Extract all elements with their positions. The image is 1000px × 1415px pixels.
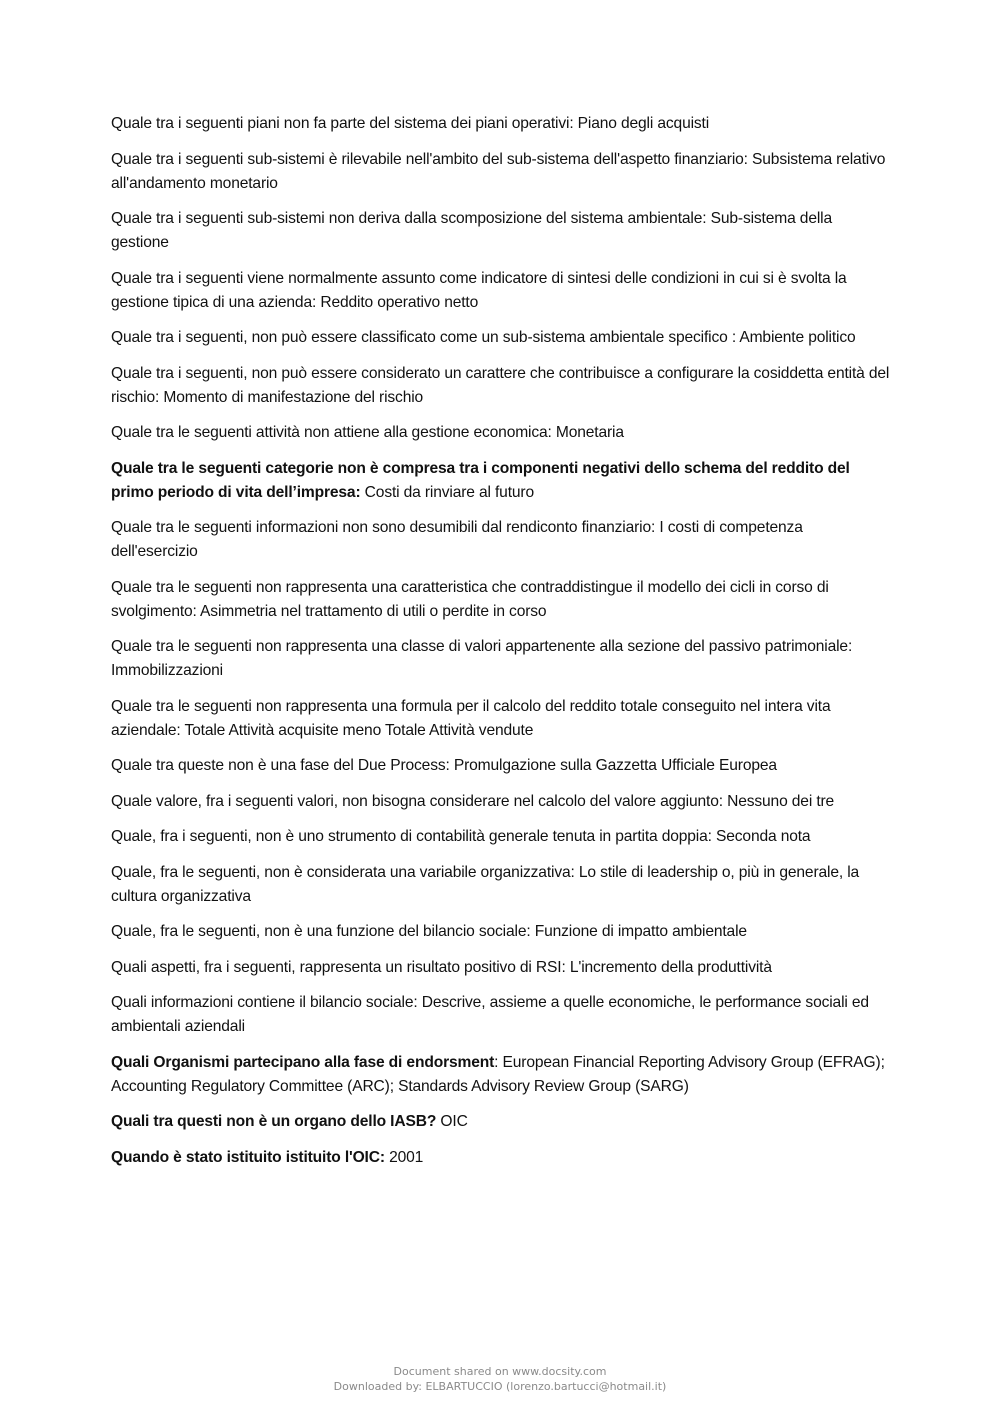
qa-text: Quale, fra i seguenti, non è uno strumento di contabilità generale tenuta in partita doppia: Seconda nota [111, 828, 811, 845]
qa-paragraph [111, 1051, 893, 1099]
qa-text: Quale tra queste non è una fase del Due Process: Promulgazione sulla Gazzetta Ufficiale Europea [111, 757, 777, 774]
document-body [111, 112, 893, 1181]
qa-text: Quale tra i seguenti viene normalmente assunto come indicatore di sintesi delle condizioni in cui si è svolta la gestione tipica di una azienda: Reddito operativo netto [111, 269, 847, 311]
qa-question-bold: Quali Organismi partecipano alla fase di endorsment [111, 1053, 495, 1071]
qa-paragraph [111, 790, 893, 814]
qa-paragraph [111, 148, 893, 196]
footer-shared-line: Document shared on www.docsity.com [393, 1365, 607, 1378]
qa-text: Quale tra i seguenti, non può essere considerato un carattere che contribuisce a configurare la cosiddetta entità del rischio: Momento di manifestazione del rischio [111, 364, 890, 406]
qa-paragraph [111, 991, 893, 1039]
qa-text: Quale tra i seguenti, non può essere classificato come un sub-sistema ambientale specifico : Ambiente politico [111, 329, 856, 346]
qa-paragraph [111, 362, 893, 410]
qa-text: Quale tra le seguenti non rappresenta una caratteristica che contraddistingue il modello dei cicli in corso di svolgimento: Asimmetria nel trattamento di utili o perdite in corso [111, 578, 829, 620]
qa-paragraph [111, 635, 893, 683]
qa-paragraph [111, 695, 893, 743]
qa-paragraph [111, 516, 893, 564]
qa-text: Quale, fra le seguenti, non è considerata una variabile organizzativa: Lo stile di leadership o, più in generale, la cultura organizzativa [111, 863, 860, 905]
qa-text: Quale tra le seguenti non rappresenta una formula per il calcolo del reddito totale conseguito nel intera vita aziendale: Totale Attività acquisite meno Totale Attività vendute [111, 697, 831, 739]
qa-text: Quale valore, fra i seguenti valori, non bisogna considerare nel calcolo del valore aggiunto: Nessuno dei tre [111, 792, 835, 810]
qa-paragraph [111, 267, 893, 315]
footer-downloaded-line: Downloaded by: ELBARTUCCIO (lorenzo.bartucci@hotmail.it) [333, 1380, 667, 1393]
qa-paragraph [111, 421, 893, 445]
qa-paragraph [111, 825, 893, 849]
qa-paragraph [111, 207, 893, 255]
qa-text: 2001 [384, 1148, 424, 1166]
qa-paragraph [111, 754, 893, 778]
qa-text: Quale tra le seguenti attività non attiene alla gestione economica: Monetaria [111, 424, 624, 441]
qa-question-bold: Quale tra le seguenti categorie non è compresa tra i componenti negativi dello schema del reddito del primo periodo di vita dell’impresa: [111, 459, 850, 501]
qa-paragraph [111, 457, 893, 505]
qa-text: OIC [436, 1113, 468, 1130]
qa-paragraph [111, 576, 893, 624]
qa-paragraph [111, 112, 893, 136]
qa-text: Costi da rinviare al futuro [360, 483, 534, 501]
qa-paragraph [111, 1146, 893, 1170]
qa-text: Quale tra i seguenti piani non fa parte del sistema dei piani operativi: Piano degli acquisti [111, 115, 710, 132]
qa-text: Quale tra le seguenti informazioni non sono desumibili dal rendiconto finanziario: I costi di competenza dell'esercizio [111, 519, 803, 560]
qa-paragraph [111, 956, 893, 980]
qa-text: Quale tra le seguenti non rappresenta una classe di valori appartenente alla sezione del passivo patrimoniale: Immobilizzazioni [111, 638, 853, 679]
qa-paragraph [111, 1110, 893, 1134]
qa-text: Quali informazioni contiene il bilancio sociale: Descrive, assieme a quelle economiche, le performance sociali ed ambientali aziendali [111, 994, 869, 1035]
qa-text: Quale, fra le seguenti, non è una funzione del bilancio sociale: Funzione di impatto ambientale [111, 923, 747, 940]
qa-paragraph [111, 861, 893, 909]
qa-paragraph [111, 920, 893, 944]
qa-question-bold: Quando è stato istituito istituito l'OIC: [111, 1148, 385, 1166]
page-footer [0, 1364, 1000, 1394]
qa-text: Quale tra i seguenti sub-sistemi non deriva dalla scomposizione del sistema ambientale: Sub-sistema della gestione [111, 210, 832, 251]
qa-text: Quale tra i seguenti sub-sistemi è rilevabile nell'ambito del sub-sistema dell'aspetto finanziario: Subsistema relativo all'andamento monetario [111, 150, 886, 192]
qa-text: : European Financial Reporting Advisory Group (EFRAG); Accounting Regulatory Committee (ARC); Standards Advisory Review Group (SARG) [111, 1053, 885, 1095]
qa-question-bold: Quali tra questi non è un organo dello IASB? [111, 1113, 437, 1130]
qa-paragraph [111, 326, 893, 350]
qa-text: Quali aspetti, fra i seguenti, rappresenta un risultato positivo di RSI: L'incremento della produttività [111, 958, 772, 976]
